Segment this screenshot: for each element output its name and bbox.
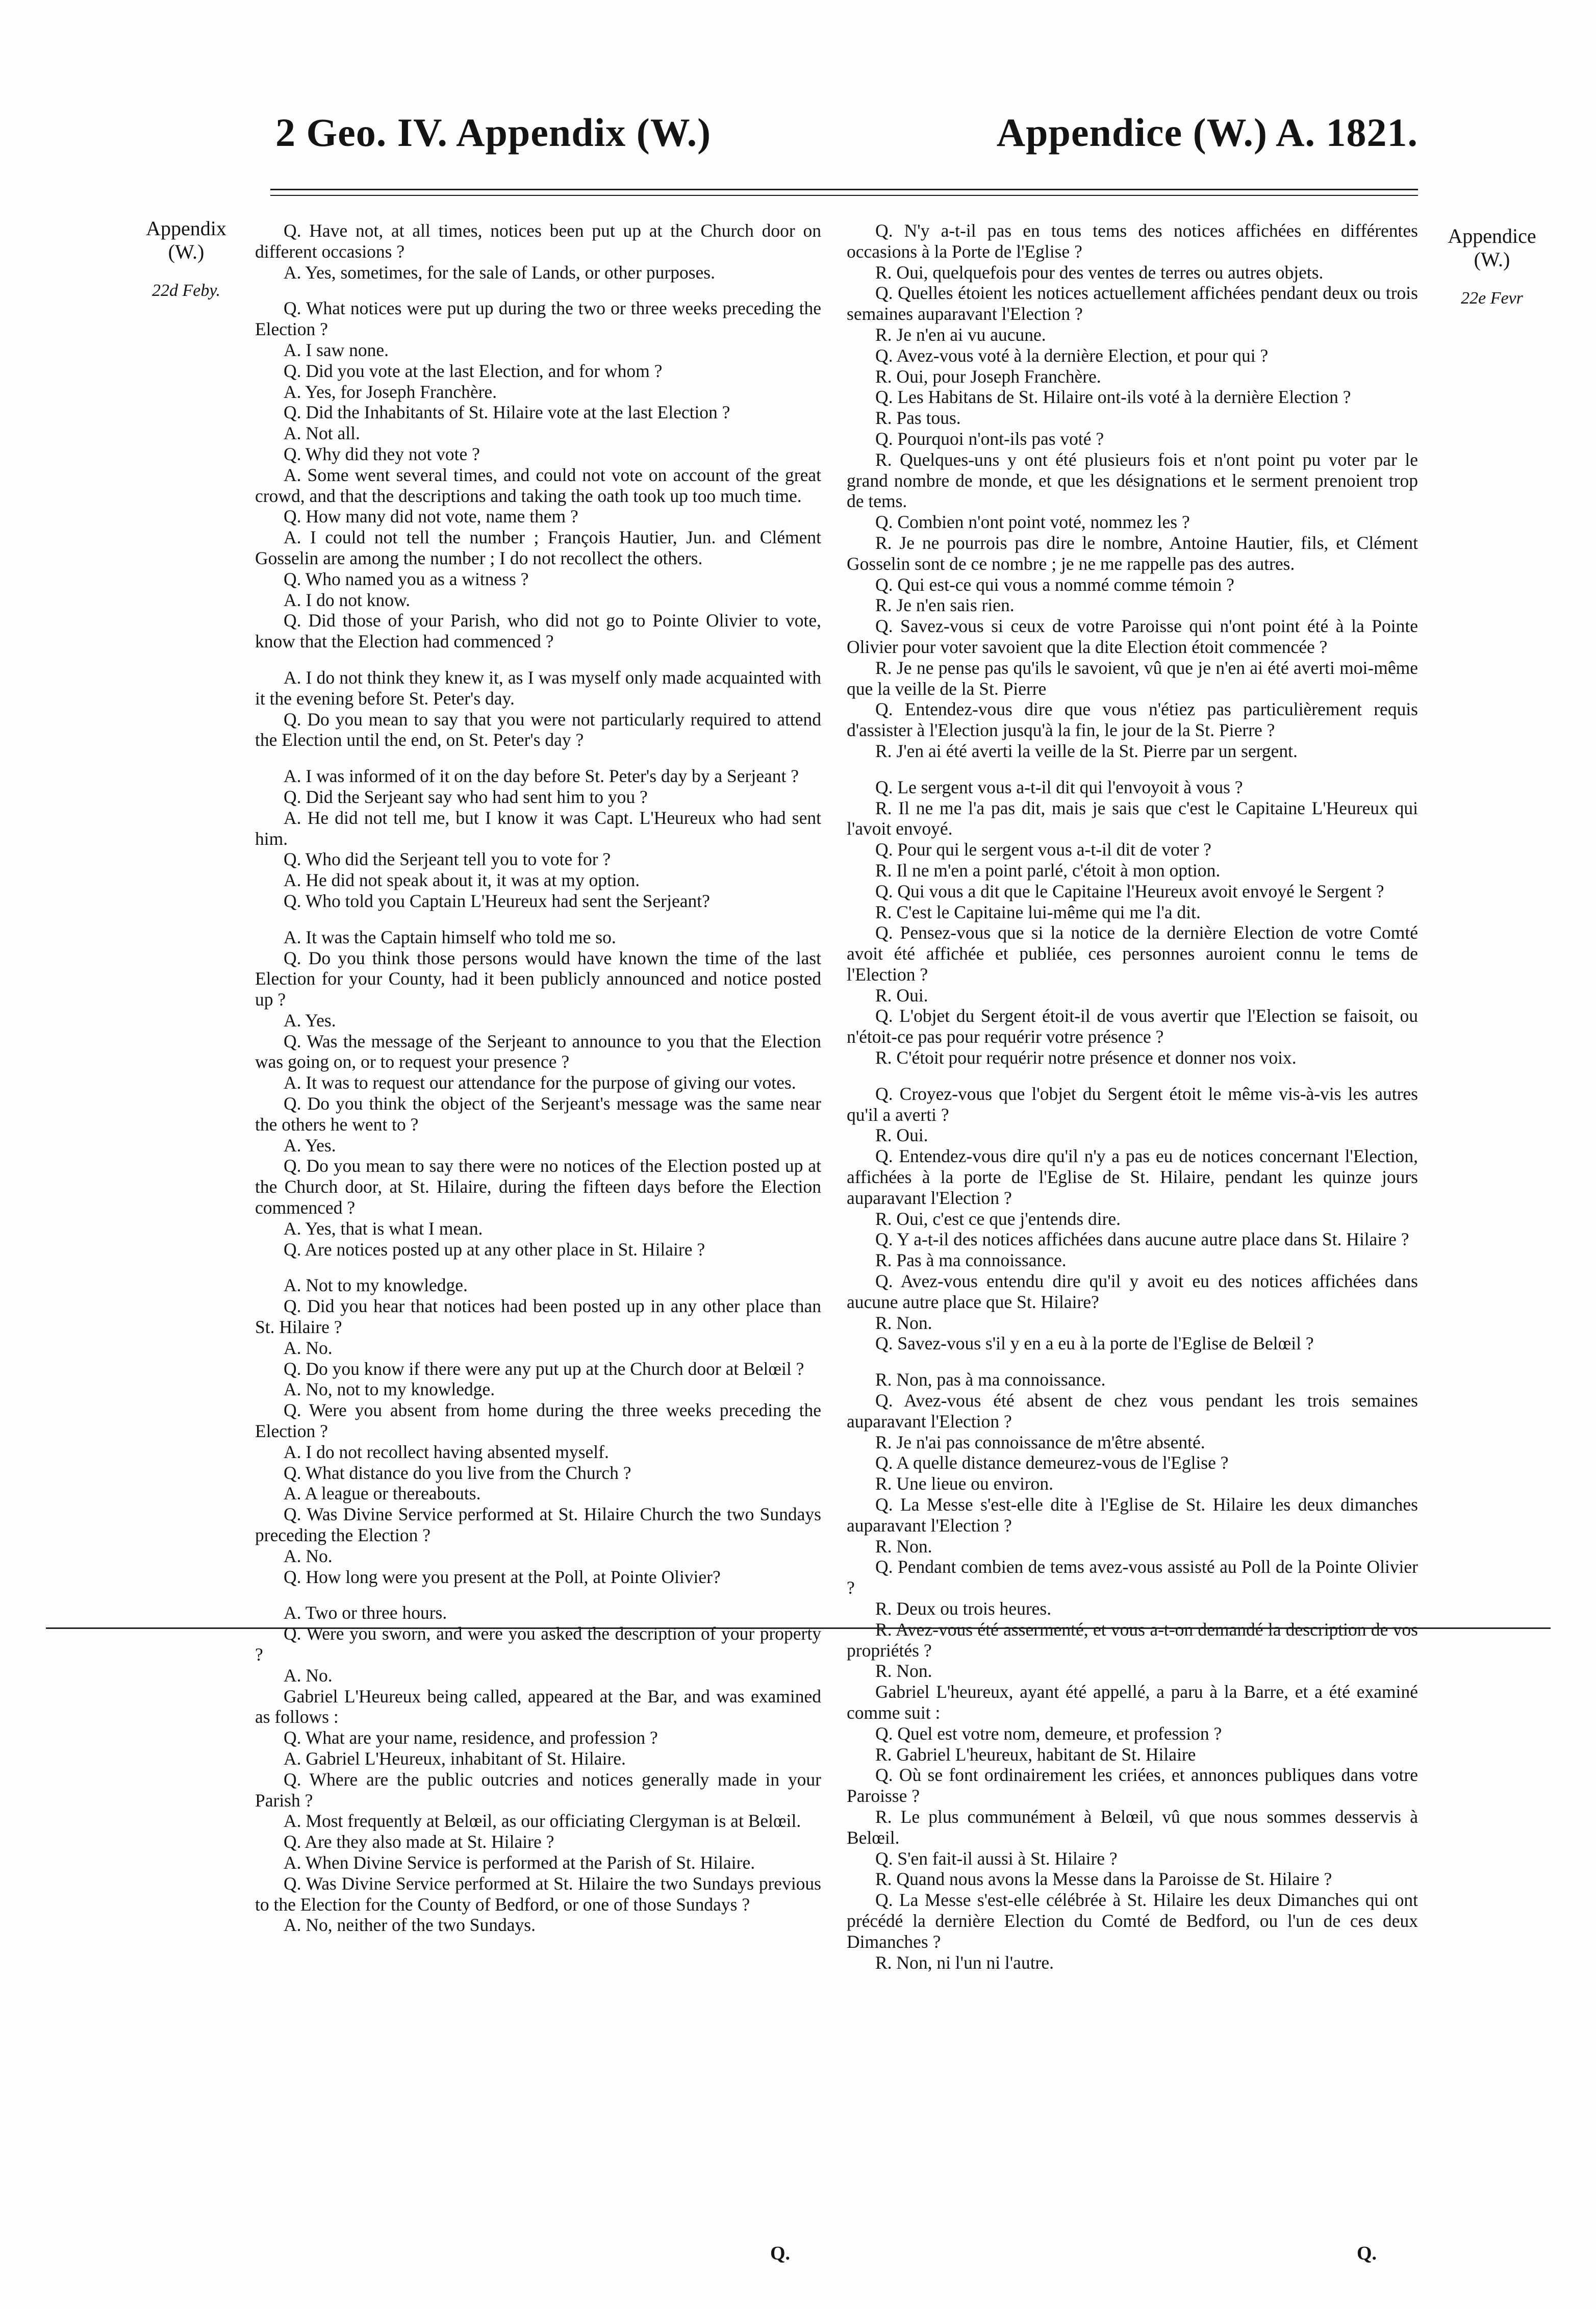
qa-paragraph: R. Non.	[875, 1312, 932, 1333]
paragraph-gap	[255, 912, 821, 927]
english-column	[255, 220, 821, 1936]
qa-paragraph: R. C'étoit pour requérir notre présence et donner nos voix.	[875, 1047, 1297, 1068]
qa-paragraph: Q. Entendez-vous dire que vous n'étiez pas particulièrement requis d'assister à l'Election jusqu'à la fin, le jour de la St. Pierre ?	[847, 699, 1418, 741]
qa-paragraph: A. Two or three hours.	[284, 1602, 447, 1623]
qa-paragraph: Q. Did you hear that notices had been posted up in any other place than St. Hilaire ?	[255, 1296, 821, 1338]
qa-paragraph: Q. Les Habitans de St. Hilaire ont-ils voté à la dernière Election ?	[875, 387, 1351, 408]
qa-paragraph: R. Quand nous avons la Messe dans la Paroisse de St. Hilaire ?	[875, 1869, 1332, 1890]
qa-paragraph: Q. Did you vote at the last Election, and for whom ?	[284, 360, 663, 381]
paragraph-gap	[847, 1068, 1418, 1084]
qa-paragraph: R. Je ne pense pas qu'ils le savoient, vû que je n'en ai été averti moi-même que la veille de la St. Pierre	[847, 657, 1418, 699]
qa-paragraph: Q. Croyez-vous que l'objet du Sergent étoit le même vis-à-vis les autres qu'il a averti ?	[847, 1083, 1418, 1125]
paragraph-gap	[255, 1587, 821, 1602]
qa-paragraph: R. Avez-vous été assermenté, et vous a-t-on demandé la description de vos propriétés ?	[847, 1619, 1418, 1661]
qa-paragraph: Q. Avez-vous été absent de chez vous pendant les trois semaines auparavant l'Election ?	[847, 1390, 1418, 1432]
header-left-title: 2 Geo. IV. Appendix (W.)	[275, 110, 712, 155]
qa-paragraph: Q. Are notices posted up at any other place in St. Hilaire ?	[284, 1239, 705, 1260]
qa-paragraph: Q. A quelle distance demeurez-vous de l'Eglise ?	[875, 1452, 1229, 1473]
qa-paragraph: R. Une lieue ou environ.	[875, 1473, 1054, 1494]
qa-paragraph: A. I do not think they knew it, as I was myself only made acquainted with it the evening before St. Peter's day.	[255, 667, 821, 709]
qa-paragraph: Q. Le sergent vous a-t-il dit qui l'envoyoit à vous ?	[875, 776, 1243, 797]
qa-paragraph: Q. Quelles étoient les notices actuellement affichées pendant deux ou trois semaines auparavant l'Election ?	[847, 283, 1418, 324]
qa-paragraph: A. I was informed of it on the day before St. Peter's day by a Serjeant ?	[284, 766, 799, 787]
paragraph-gap	[255, 1260, 821, 1275]
qa-paragraph: Q. Avez-vous entendu dire qu'il y avoit eu des notices affichées dans aucune autre place que St. Hilaire?	[847, 1271, 1418, 1312]
qa-paragraph: Q. Quel est votre nom, demeure, et profession ?	[875, 1723, 1222, 1744]
qa-paragraph: A. Yes.	[284, 1010, 336, 1031]
qa-paragraph: A. I could not tell the number ; François Hautier, Jun. and Clément Gosselin are among the number ; I do not recollect the others.	[255, 527, 821, 568]
qa-paragraph: Q. Who did the Serjeant tell you to vote for ?	[284, 849, 611, 870]
page-header	[275, 110, 1418, 166]
qa-paragraph: Q. Où se font ordinairement les criées, et annonces publiques dans votre Paroisse ?	[847, 1765, 1418, 1806]
qa-paragraph: Q. Who named you as a witness ?	[284, 568, 529, 589]
qa-paragraph: Q. Entendez-vous dire qu'il n'y a pas eu de notices concernant l'Election, affichées à la porte de l'Eglise de St. Hilaire, pendant les quinze jours auparavant l'Election ?	[847, 1146, 1418, 1208]
qa-paragraph: R. Non.	[875, 1661, 932, 1681]
qa-paragraph: A. Not all.	[284, 423, 360, 444]
qa-paragraph: R. Je n'en sais rien.	[875, 595, 1015, 616]
margin-note-right	[1431, 224, 1553, 310]
qa-paragraph: A. I do not recollect having absented myself.	[284, 1441, 609, 1462]
qa-paragraph: Q. Pendant combien de tems avez-vous assisté au Poll de la Pointe Olivier ?	[847, 1557, 1418, 1598]
qa-paragraph: A. Yes, sometimes, for the sale of Lands, or other purposes.	[284, 262, 715, 283]
qa-paragraph: A. No.	[284, 1665, 333, 1686]
qa-paragraph: A. No.	[284, 1545, 333, 1566]
qa-paragraph: Q. Do you know if there were any put up at the Church door at Belœil ?	[284, 1358, 804, 1379]
qa-paragraph: A. I saw none.	[284, 339, 389, 360]
qa-paragraph: Q. S'en fait-il aussi à St. Hilaire ?	[875, 1848, 1118, 1869]
qa-paragraph: R. Pas tous.	[875, 408, 961, 429]
qa-paragraph: R. Pas à ma connoissance.	[875, 1250, 1067, 1271]
qa-paragraph: Q. Qui est-ce qui vous a nommé comme témoin ?	[875, 574, 1234, 595]
qa-paragraph: R. Il ne m'en a point parlé, c'étoit à mon option.	[875, 860, 1221, 881]
qa-paragraph: Q. Are they also made at St. Hilaire ?	[284, 1831, 554, 1852]
qa-paragraph: R. Je n'en ai vu aucune.	[875, 324, 1046, 345]
qa-paragraph: R. Je n'ai pas connoissance de m'être absenté.	[875, 1432, 1205, 1452]
qa-paragraph: Q. What are your name, residence, and profession ?	[284, 1727, 658, 1748]
qa-paragraph: R. C'est le Capitaine lui-même qui me l'a dit.	[875, 901, 1201, 922]
qa-paragraph: Q. Why did they not vote ?	[284, 443, 480, 464]
margin-left-date: 22d Feby.	[151, 281, 221, 300]
qa-paragraph: R. Oui, pour Joseph Franchère.	[875, 366, 1101, 387]
margin-right-label: Appendice	[1448, 224, 1536, 247]
qa-paragraph: Q. Was Divine Service performed at St. Hilaire the two Sundays previous to the Election for the County of Bedford, or one of those Sundays ?	[255, 1873, 821, 1915]
qa-paragraph: Q. Did the Serjeant say who had sent him to you ?	[284, 786, 648, 807]
qa-paragraph: R. Deux ou trois heures.	[875, 1598, 1052, 1619]
qa-paragraph: R. Oui.	[875, 985, 928, 1006]
paragraph-gap	[847, 762, 1418, 777]
qa-paragraph: Q. Was Divine Service performed at St. Hilaire Church the two Sundays preceding the Election ?	[255, 1504, 821, 1546]
qa-paragraph: Q. Do you mean to say that you were not particularly required to attend the Election until the end, on St. Peter's day ?	[255, 709, 821, 750]
qa-paragraph: R. Non.	[875, 1536, 932, 1557]
qa-paragraph: A. He did not speak about it, it was at my option.	[284, 870, 640, 891]
qa-paragraph: Q. Were you absent from home during the three weeks preceding the Election ?	[255, 1400, 821, 1442]
qa-paragraph: Q. What notices were put up during the two or three weeks preceding the Election ?	[255, 298, 821, 340]
qa-paragraph: A. No.	[284, 1337, 333, 1358]
qa-paragraph: Q. Do you think the object of the Serjeant's message was the same near the others he went to ?	[255, 1093, 821, 1135]
qa-paragraph: Q. N'y a-t-il pas en tous tems des notices affichées en différentes occasions à la Porte de l'Eglise ?	[847, 220, 1418, 262]
page-fold-line	[46, 1627, 1551, 1629]
qa-paragraph: A. When Divine Service is performed at the Parish of St. Hilaire.	[284, 1852, 755, 1873]
qa-paragraph: A. Yes, that is what I mean.	[284, 1218, 483, 1239]
qa-paragraph: Q. Was the message of the Serjeant to announce to you that the Election was going on, or to request your presence ?	[255, 1031, 821, 1072]
qa-paragraph: R. J'en ai été averti la veille de la St. Pierre par un sergent.	[875, 740, 1298, 761]
qa-paragraph: Q. Where are the public outcries and notices generally made in your Parish ?	[255, 1769, 821, 1811]
header-rule-thin	[270, 195, 1418, 196]
qa-paragraph: R. Oui, c'est ce que j'entends dire.	[875, 1208, 1121, 1229]
qa-paragraph: R. Non, pas à ma connoissance.	[875, 1369, 1106, 1390]
qa-paragraph: A. Gabriel L'Heureux, inhabitant of St. Hilaire.	[284, 1748, 626, 1769]
margin-left-label: Appendix	[146, 217, 226, 240]
qa-paragraph: Q. Savez-vous si ceux de votre Paroisse qui n'ont point été à la Pointe Olivier pour voter savoient que la dite Election étoit commencée ?	[847, 616, 1418, 657]
qa-paragraph: R. Oui.	[875, 1125, 928, 1146]
margin-left-sub: (W.)	[168, 240, 205, 263]
french-column	[847, 220, 1418, 1973]
qa-paragraph: Q. Do you mean to say there were no notices of the Election posted up at the Church door, at St. Hilaire, during the fifteen days before the Election commenced ?	[255, 1156, 821, 1218]
paragraph-gap	[255, 652, 821, 667]
qa-paragraph: A. Yes, for Joseph Franchère.	[284, 381, 497, 402]
paragraph-gap	[255, 750, 821, 766]
catchword-left: Q.	[770, 2243, 791, 2264]
qa-paragraph: A. Some went several times, and could not vote on account of the great crowd, and that the descriptions and taking the oath took up too much time.	[255, 464, 821, 506]
qa-paragraph: A. A league or thereabouts.	[284, 1483, 481, 1504]
catchword-right: Q.	[1357, 2243, 1377, 2264]
qa-paragraph: Gabriel L'Heureux being called, appeared at the Bar, and was examined as follows :	[255, 1686, 821, 1727]
qa-paragraph: Q. How many did not vote, name them ?	[284, 506, 578, 527]
margin-right-sub: (W.)	[1474, 248, 1510, 271]
qa-paragraph: A. He did not tell me, but I know it was Capt. L'Heureux who had sent him.	[255, 807, 821, 849]
qa-paragraph: Q. How long were you present at the Poll, at Pointe Olivier?	[284, 1566, 721, 1587]
qa-paragraph: R. Le plus communément à Belœil, vû que nous sommes desservis à Belœil.	[847, 1806, 1418, 1848]
qa-paragraph: A. Yes.	[284, 1135, 336, 1156]
qa-paragraph: A. Not to my knowledge.	[284, 1275, 468, 1296]
qa-paragraph: Q. Qui vous a dit que le Capitaine l'Heureux avoit envoyé le Sergent ?	[875, 881, 1384, 901]
margin-note-left	[125, 217, 247, 303]
qa-paragraph: R. Quelques-uns y ont été plusieurs fois et n'ont point pu voter par le grand nombre de monde, et que les désignations et le serment prenoient trop de tems.	[847, 449, 1418, 512]
qa-paragraph: Q. Pensez-vous que si la notice de la dernière Election de votre Comté avoit été affichée et publiée, ces personnes auroient connu le tems de l'Election ?	[847, 922, 1418, 985]
qa-paragraph: Q. Do you think those persons would have known the time of the last Election for your County, had it been publicly announced and notice posted up ?	[255, 947, 821, 1010]
qa-paragraph: Q. Pourquoi n'ont-ils pas voté ?	[875, 428, 1104, 449]
qa-paragraph: R. Gabriel L'heureux, habitant de St. Hilaire	[875, 1744, 1196, 1765]
qa-paragraph: A. No, neither of the two Sundays.	[284, 1915, 536, 1936]
qa-paragraph: Q. La Messe s'est-elle dite à l'Eglise de St. Hilaire les deux dimanches auparavant l'Election ?	[847, 1494, 1418, 1536]
paragraph-gap	[847, 1354, 1418, 1369]
qa-paragraph: A. It was the Captain himself who told me so.	[284, 926, 616, 947]
qa-paragraph: Q. Savez-vous s'il y en a eu à la porte de l'Eglise de Belœil ?	[875, 1333, 1314, 1354]
qa-paragraph: Q. Did the Inhabitants of St. Hilaire vote at the last Election ?	[284, 402, 730, 423]
qa-paragraph: Q. L'objet du Sergent étoit-il de vous avertir que l'Election se faisoit, ou n'étoit-ce pas pour requérir votre présence ?	[847, 1006, 1418, 1047]
qa-paragraph: Q. Were you sworn, and were you asked the description of your property ?	[255, 1623, 821, 1665]
qa-paragraph: A. No, not to my knowledge.	[284, 1379, 495, 1400]
qa-paragraph: Q. Have not, at all times, notices been put up at the Church door on different occasions ?	[255, 220, 821, 262]
qa-paragraph: R. Non, ni l'un ni l'autre.	[875, 1952, 1054, 1973]
qa-paragraph: A. It was to request our attendance for the purpose of giving our votes.	[284, 1072, 796, 1093]
qa-paragraph: Q. What distance do you live from the Church ?	[284, 1462, 631, 1483]
qa-paragraph: Q. Who told you Captain L'Heureux had sent the Serjeant?	[284, 890, 710, 911]
qa-paragraph: Gabriel L'heureux, ayant été appellé, a paru à la Barre, et a été examiné comme suit :	[847, 1681, 1418, 1723]
qa-paragraph: Q. Did those of your Parish, who did not go to Pointe Olivier to vote, know that the Election had commenced ?	[255, 610, 821, 652]
qa-paragraph: A. Most frequently at Belœil, as our officiating Clergyman is at Belœil.	[284, 1811, 801, 1831]
qa-paragraph: R. Oui, quelquefois pour des ventes de terres ou autres objets.	[875, 262, 1324, 283]
paragraph-gap	[255, 283, 821, 298]
qa-paragraph: Q. Avez-vous voté à la dernière Election, et pour qui ?	[875, 345, 1269, 366]
qa-paragraph: R. Je ne pourrois pas dire le nombre, Antoine Hautier, fils, et Clément Gosselin sont de ce nombre ; je ne me rappelle pas des autres.	[847, 532, 1418, 574]
margin-right-date: 22e Fevr	[1461, 289, 1523, 308]
header-rule	[270, 189, 1418, 190]
qa-paragraph: A. I do not know.	[284, 589, 411, 610]
qa-paragraph: Q. La Messe s'est-elle célébrée à St. Hilaire les deux Dimanches qui ont précédé la dernière Election du Comté de Bedford, ou l'un de ces deux Dimanches ?	[847, 1890, 1418, 1952]
qa-paragraph: Q. Pour qui le sergent vous a-t-il dit de voter ?	[875, 839, 1211, 860]
qa-paragraph: Q. Combien n'ont point voté, nommez les ?	[875, 512, 1190, 533]
header-right-title: Appendice (W.) A. 1821.	[996, 110, 1418, 155]
qa-paragraph: R. Il ne me l'a pas dit, mais je sais que c'est le Capitaine L'Heureux qui l'avoit envoyé.	[847, 797, 1418, 839]
qa-paragraph: Q. Y a-t-il des notices affichées dans aucune autre place dans St. Hilaire ?	[875, 1229, 1409, 1250]
